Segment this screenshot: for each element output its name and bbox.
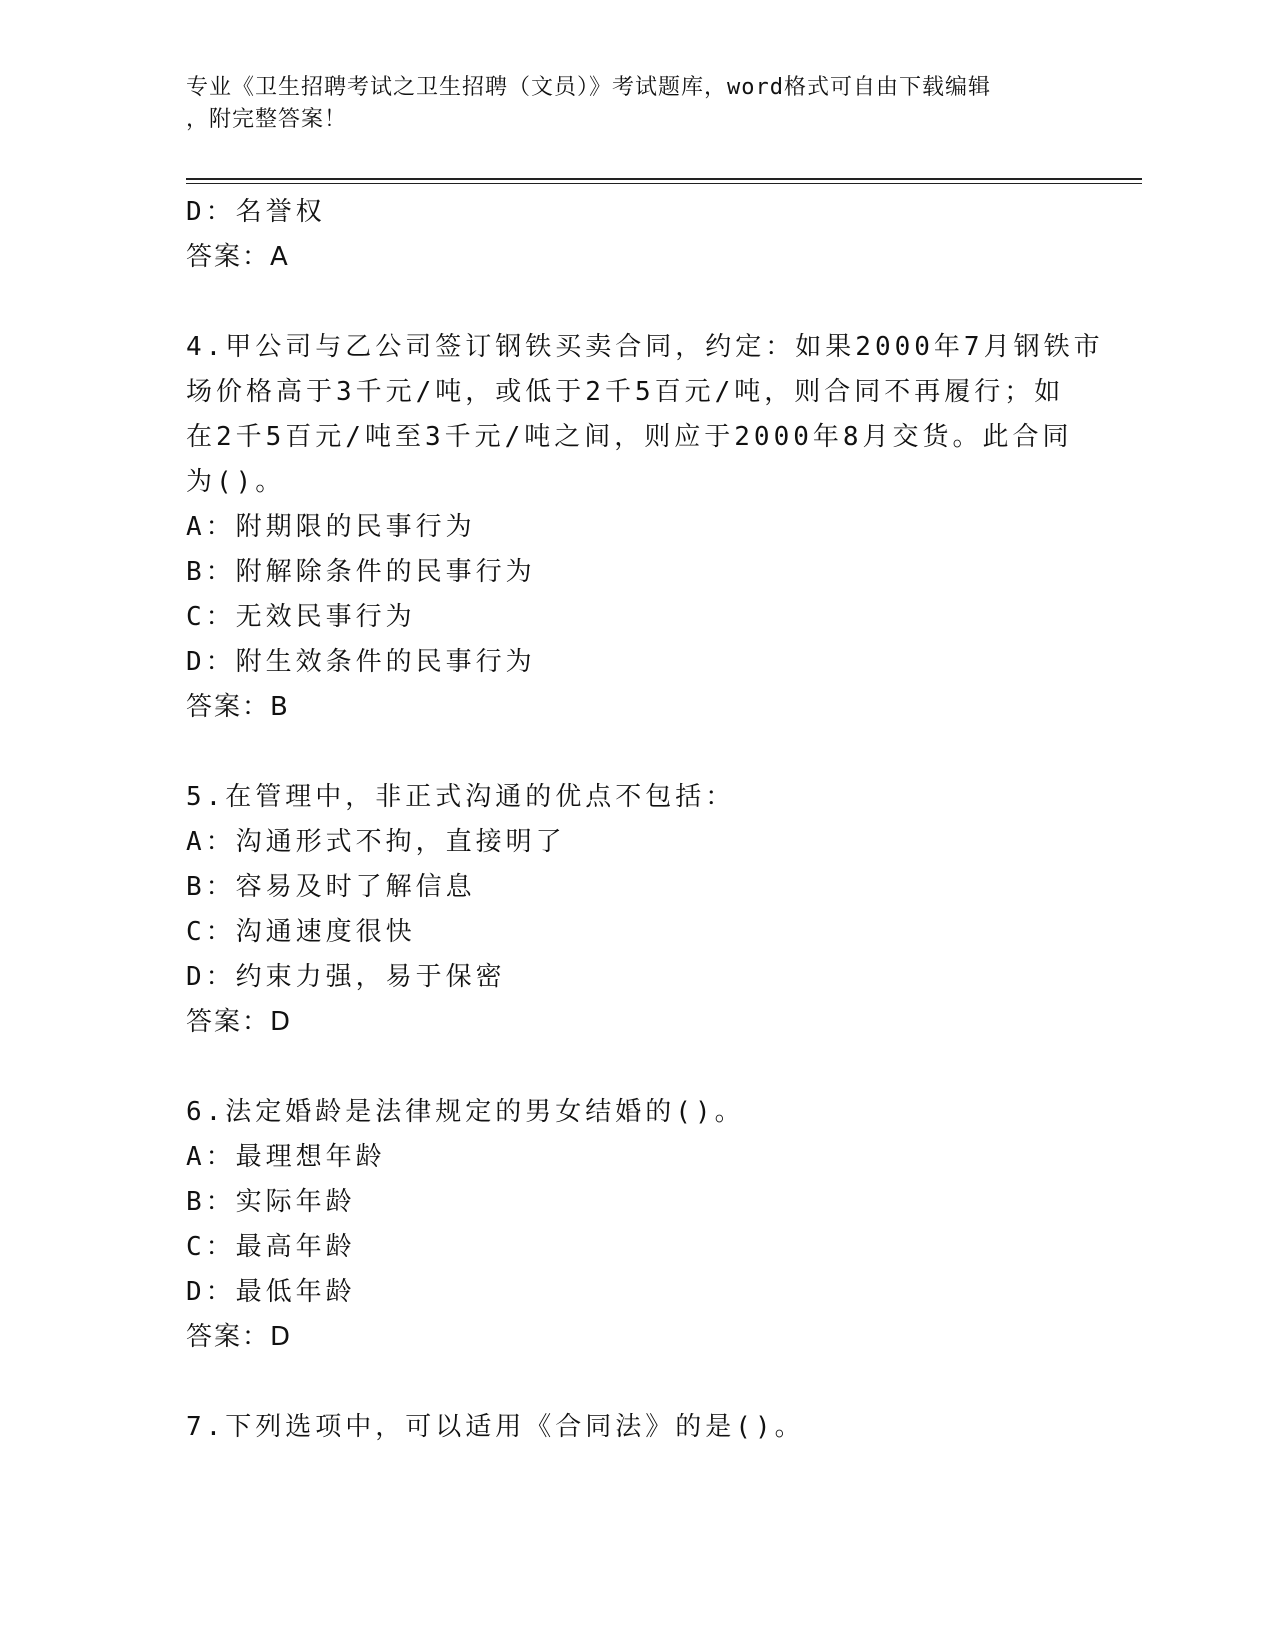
question-5-text: 5.在管理中，非正式沟通的优点不包括： <box>186 782 736 812</box>
header-line-1: 专业《卫生招聘考试之卫生招聘（文员）》考试题库，word格式可自由下载编辑 <box>186 75 991 100</box>
question-list <box>186 190 1104 1450</box>
question-5-answer: 答案：D <box>186 1007 293 1037</box>
question-4-text-2: 场价格高于3千元/吨，或低于2千5百元/吨，则合同不再履行；如 <box>186 377 1065 407</box>
question-4-text-4: 为()。 <box>186 467 286 497</box>
header-divider-bottom <box>186 183 1142 184</box>
question-6-option-c: C：最高年龄 <box>186 1232 356 1262</box>
header-line-2: ，附完整答案！ <box>186 107 348 132</box>
document-header <box>186 72 1066 136</box>
question-4-option-d: D：附生效条件的民事行为 <box>186 647 536 677</box>
question-7-text: 7.下列选项中，可以适用《合同法》的是()。 <box>186 1412 805 1442</box>
question-6 <box>186 1090 1086 1360</box>
prev-option-d: D：名誉权 <box>186 197 326 227</box>
question-6-option-a: A：最理想年龄 <box>186 1142 386 1172</box>
question-7 <box>186 1405 1086 1450</box>
question-6-answer: 答案：D <box>186 1322 293 1352</box>
question-6-option-b: B：实际年龄 <box>186 1187 356 1217</box>
header-divider-top <box>186 178 1142 180</box>
question-5-option-d: D：约束力强，易于保密 <box>186 962 506 992</box>
question-5-option-a: A：沟通形式不拘，直接明了 <box>186 827 566 857</box>
question-6-option-d: D：最低年龄 <box>186 1277 356 1307</box>
question-4-text-3: 在2千5百元/吨至3千元/吨之间，则应于2000年8月交货。此合同 <box>186 422 1073 452</box>
question-5 <box>186 775 1086 1045</box>
question-4-option-c: C：无效民事行为 <box>186 602 416 632</box>
question-6-text: 6.法定婚龄是法律规定的男女结婚的()。 <box>186 1097 745 1127</box>
question-4-text-1: 4.甲公司与乙公司签订钢铁买卖合同，约定：如果2000年7月钢铁市 <box>186 332 1104 362</box>
question-4-option-b: B：附解除条件的民事行为 <box>186 557 536 587</box>
question-4 <box>186 325 1104 730</box>
prev-answer: 答案：A <box>186 242 290 272</box>
question-4-answer: 答案：B <box>186 692 290 722</box>
question-5-option-b: B：容易及时了解信息 <box>186 872 476 902</box>
question-4-option-a: A：附期限的民事行为 <box>186 512 476 542</box>
question-5-option-c: C：沟通速度很快 <box>186 917 416 947</box>
